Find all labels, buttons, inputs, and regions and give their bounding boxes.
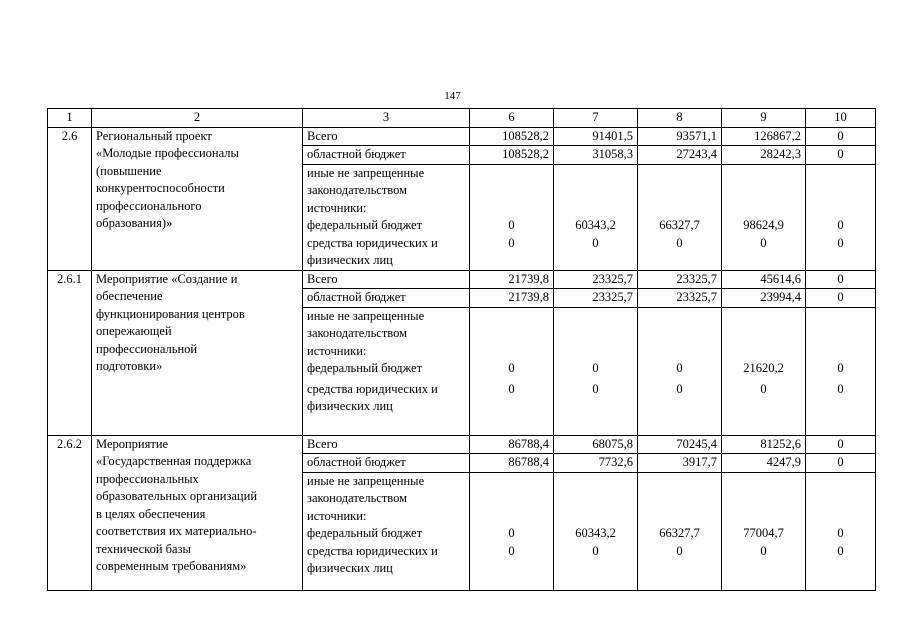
regional-value: 4247,9 (722, 454, 806, 473)
legal-value: 0 (676, 381, 683, 396)
regional-value: 7732,6 (554, 454, 638, 473)
federal-value: 66327,7 (659, 218, 700, 232)
legal-value: 0 (760, 543, 767, 558)
legal-value: 0 (837, 235, 844, 250)
description-line: образовательных организаций (96, 489, 258, 503)
other-values (638, 307, 722, 435)
description-line: (повышение (96, 163, 162, 178)
regional-value: 0 (806, 146, 876, 165)
federal-value: 0 (508, 526, 515, 540)
regional-value: 0 (806, 289, 876, 308)
header-cell: 3 (303, 109, 470, 128)
legal-value: 0 (592, 543, 599, 558)
source-legal-label: средства юридических и (307, 235, 438, 250)
total-value: 0 (806, 270, 876, 289)
source-legal-label: физических лиц (307, 399, 393, 413)
source-total-label: Всего (303, 270, 470, 289)
table-row (48, 127, 876, 146)
source-regional-label: областной бюджет (303, 454, 470, 473)
source-other-block (303, 472, 470, 590)
header-cell: 7 (554, 109, 638, 128)
description-line: технической базы (96, 541, 191, 556)
source-other-label: иные не запрещенные (307, 165, 425, 180)
section-code: 2.6.2 (48, 435, 92, 590)
page-number: 147 (444, 90, 461, 102)
legal-value: 0 (837, 381, 844, 396)
legal-value: 0 (508, 381, 515, 396)
other-values (722, 307, 806, 435)
regional-value: 86788,4 (470, 454, 554, 473)
source-legal-label: средства юридических и (307, 381, 438, 396)
other-values (554, 164, 638, 270)
source-regional-label: областной бюджет (303, 146, 470, 165)
source-federal-label: федеральный бюджет (307, 361, 423, 375)
description-line: соответствия их материально- (96, 524, 257, 538)
regional-value: 31058,3 (554, 146, 638, 165)
header-cell: 9 (722, 109, 806, 128)
federal-value: 0 (676, 361, 683, 375)
federal-value: 0 (592, 361, 599, 375)
header-cell: 6 (470, 109, 554, 128)
source-legal-label: средства юридических и (307, 543, 438, 558)
other-values (470, 307, 554, 435)
legal-value: 0 (592, 235, 599, 250)
description-line: Региональный проект (96, 128, 212, 143)
regional-value: 23994,4 (722, 289, 806, 308)
federal-value: 0 (837, 218, 844, 232)
total-value: 0 (806, 127, 876, 146)
description-line: Мероприятие «Создание и (96, 271, 238, 286)
regional-value: 0 (806, 454, 876, 473)
description-line: подготовки» (96, 359, 163, 373)
source-legal-label: физических лиц (307, 253, 393, 267)
source-other-label: источники: (307, 343, 367, 358)
source-other-label: иные не запрещенные (307, 308, 425, 323)
other-values (638, 164, 722, 270)
other-values (470, 472, 554, 590)
header-cell: 1 (48, 109, 92, 128)
description-line: профессиональной (96, 341, 198, 356)
description-line: «Молодые профессионалы (96, 146, 239, 160)
table-row (48, 435, 876, 454)
other-values (806, 307, 876, 435)
total-value: 23325,7 (554, 270, 638, 289)
source-total-label: Всего (303, 435, 470, 454)
description-line: в целях обеспечения (96, 506, 206, 521)
total-value: 81252,6 (722, 435, 806, 454)
description-line: обеспечение (96, 289, 163, 303)
source-regional-label: областной бюджет (303, 289, 470, 308)
regional-value: 21739,8 (470, 289, 554, 308)
total-value: 91401,5 (554, 127, 638, 146)
description-line: «Государственная поддержка (96, 454, 252, 468)
legal-value: 0 (676, 235, 683, 250)
source-other-label: законодательством (307, 183, 408, 197)
other-values (554, 472, 638, 590)
description-line: профессионального (96, 198, 202, 213)
other-values (806, 164, 876, 270)
source-total-label: Всего (303, 127, 470, 146)
legal-value: 0 (760, 381, 767, 396)
federal-value: 77004,7 (743, 526, 784, 540)
total-value: 126867,2 (722, 127, 806, 146)
total-value: 70245,4 (638, 435, 722, 454)
table-row (48, 270, 876, 289)
source-federal-label: федеральный бюджет (307, 218, 423, 232)
regional-value: 27243,4 (638, 146, 722, 165)
total-value: 86788,4 (470, 435, 554, 454)
other-values (722, 472, 806, 590)
total-value: 21739,8 (470, 270, 554, 289)
federal-value: 0 (508, 361, 515, 375)
budget-table (47, 108, 876, 591)
header-cell: 2 (92, 109, 303, 128)
source-other-block (303, 164, 470, 270)
legal-value: 0 (837, 543, 844, 558)
federal-value: 0 (837, 361, 844, 375)
legal-value: 0 (508, 235, 515, 250)
total-value: 45614,6 (722, 270, 806, 289)
source-other-label: законодательством (307, 491, 408, 505)
source-federal-label: федеральный бюджет (307, 526, 423, 540)
regional-value: 3917,7 (638, 454, 722, 473)
description-line: опережающей (96, 324, 172, 338)
section-description (92, 270, 303, 435)
description-line: Мероприятие (96, 436, 169, 451)
federal-value: 60343,2 (575, 218, 616, 232)
total-value: 23325,7 (638, 270, 722, 289)
description-line: конкурентоспособности (96, 181, 225, 195)
federal-value: 0 (837, 526, 844, 540)
section-description (92, 127, 303, 270)
total-value: 108528,2 (470, 127, 554, 146)
source-other-label: иные не запрещенные (307, 473, 425, 488)
source-other-block (303, 307, 470, 435)
description-line: современным требованиям» (96, 559, 247, 573)
legal-value: 0 (676, 543, 683, 558)
regional-value: 108528,2 (470, 146, 554, 165)
other-values (554, 307, 638, 435)
other-values (722, 164, 806, 270)
federal-value: 21620,2 (743, 361, 784, 375)
legal-value: 0 (508, 543, 515, 558)
source-legal-label: физических лиц (307, 561, 393, 575)
description-line: образования)» (96, 216, 173, 230)
federal-value: 60343,2 (575, 526, 616, 540)
federal-value: 98624,9 (743, 218, 784, 232)
total-value: 0 (806, 435, 876, 454)
legal-value: 0 (760, 235, 767, 250)
legal-value: 0 (592, 381, 599, 396)
header-row (48, 109, 876, 128)
section-code: 2.6.1 (48, 270, 92, 435)
source-other-label: источники: (307, 508, 367, 523)
source-other-label: законодательством (307, 326, 408, 340)
source-other-label: источники: (307, 200, 367, 215)
regional-value: 28242,3 (722, 146, 806, 165)
federal-value: 66327,7 (659, 526, 700, 540)
description-line: профессиональных (96, 471, 199, 486)
other-values (806, 472, 876, 590)
federal-value: 0 (508, 218, 515, 232)
header-cell: 8 (638, 109, 722, 128)
total-value: 93571,1 (638, 127, 722, 146)
header-cell: 10 (806, 109, 876, 128)
other-values (638, 472, 722, 590)
total-value: 68075,8 (554, 435, 638, 454)
other-values (470, 164, 554, 270)
section-description (92, 435, 303, 590)
regional-value: 23325,7 (554, 289, 638, 308)
section-code: 2.6 (48, 127, 92, 270)
regional-value: 23325,7 (638, 289, 722, 308)
description-line: функционирования центров (96, 306, 245, 321)
